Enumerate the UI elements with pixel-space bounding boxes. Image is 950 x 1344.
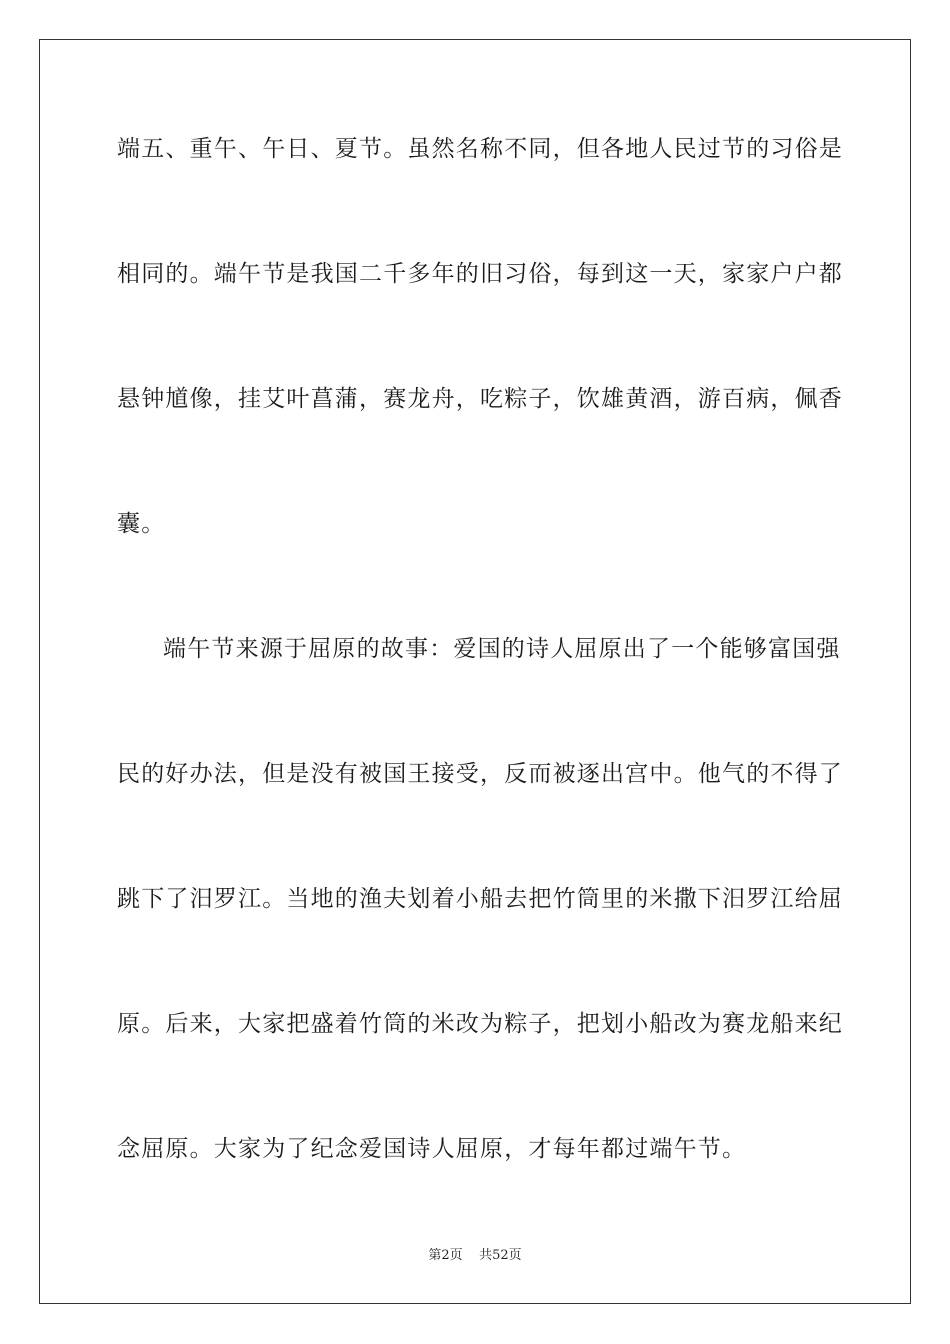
text-line: 相同的。端午节是我国二千多年的旧习俗，每到这一天，家家户户都 — [117, 261, 843, 287]
text-line: 端五、重午、午日、夏节。虽然名称不同，但各地人民过节的习俗是 — [117, 136, 843, 162]
page-number-footer: 第2页 共52页 — [428, 1248, 522, 1263]
text-line: 原。后来，大家把盛着竹筒的米改为粽子，把划小船改为赛龙船来纪 — [117, 1011, 843, 1037]
page-border — [39, 39, 911, 1304]
text-line: 囊。 — [117, 511, 166, 537]
text-line: 端午节来源于屈原的故事：爱国的诗人屈原出了一个能够富国强 — [163, 636, 841, 662]
text-line: 民的好办法，但是没有被国王接受，反而被逐出宫中。他气的不得了 — [117, 761, 843, 787]
text-line: 念屈原。大家为了纪念爱国诗人屈原，才每年都过端午节。 — [117, 1136, 747, 1162]
text-line: 悬钟馗像，挂艾叶菖蒲，赛龙舟，吃粽子，饮雄黄酒，游百病，佩香 — [117, 386, 843, 412]
text-line: 跳下了汨罗江。当地的渔夫划着小船去把竹筒里的米撒下汨罗江给屈 — [117, 886, 843, 912]
